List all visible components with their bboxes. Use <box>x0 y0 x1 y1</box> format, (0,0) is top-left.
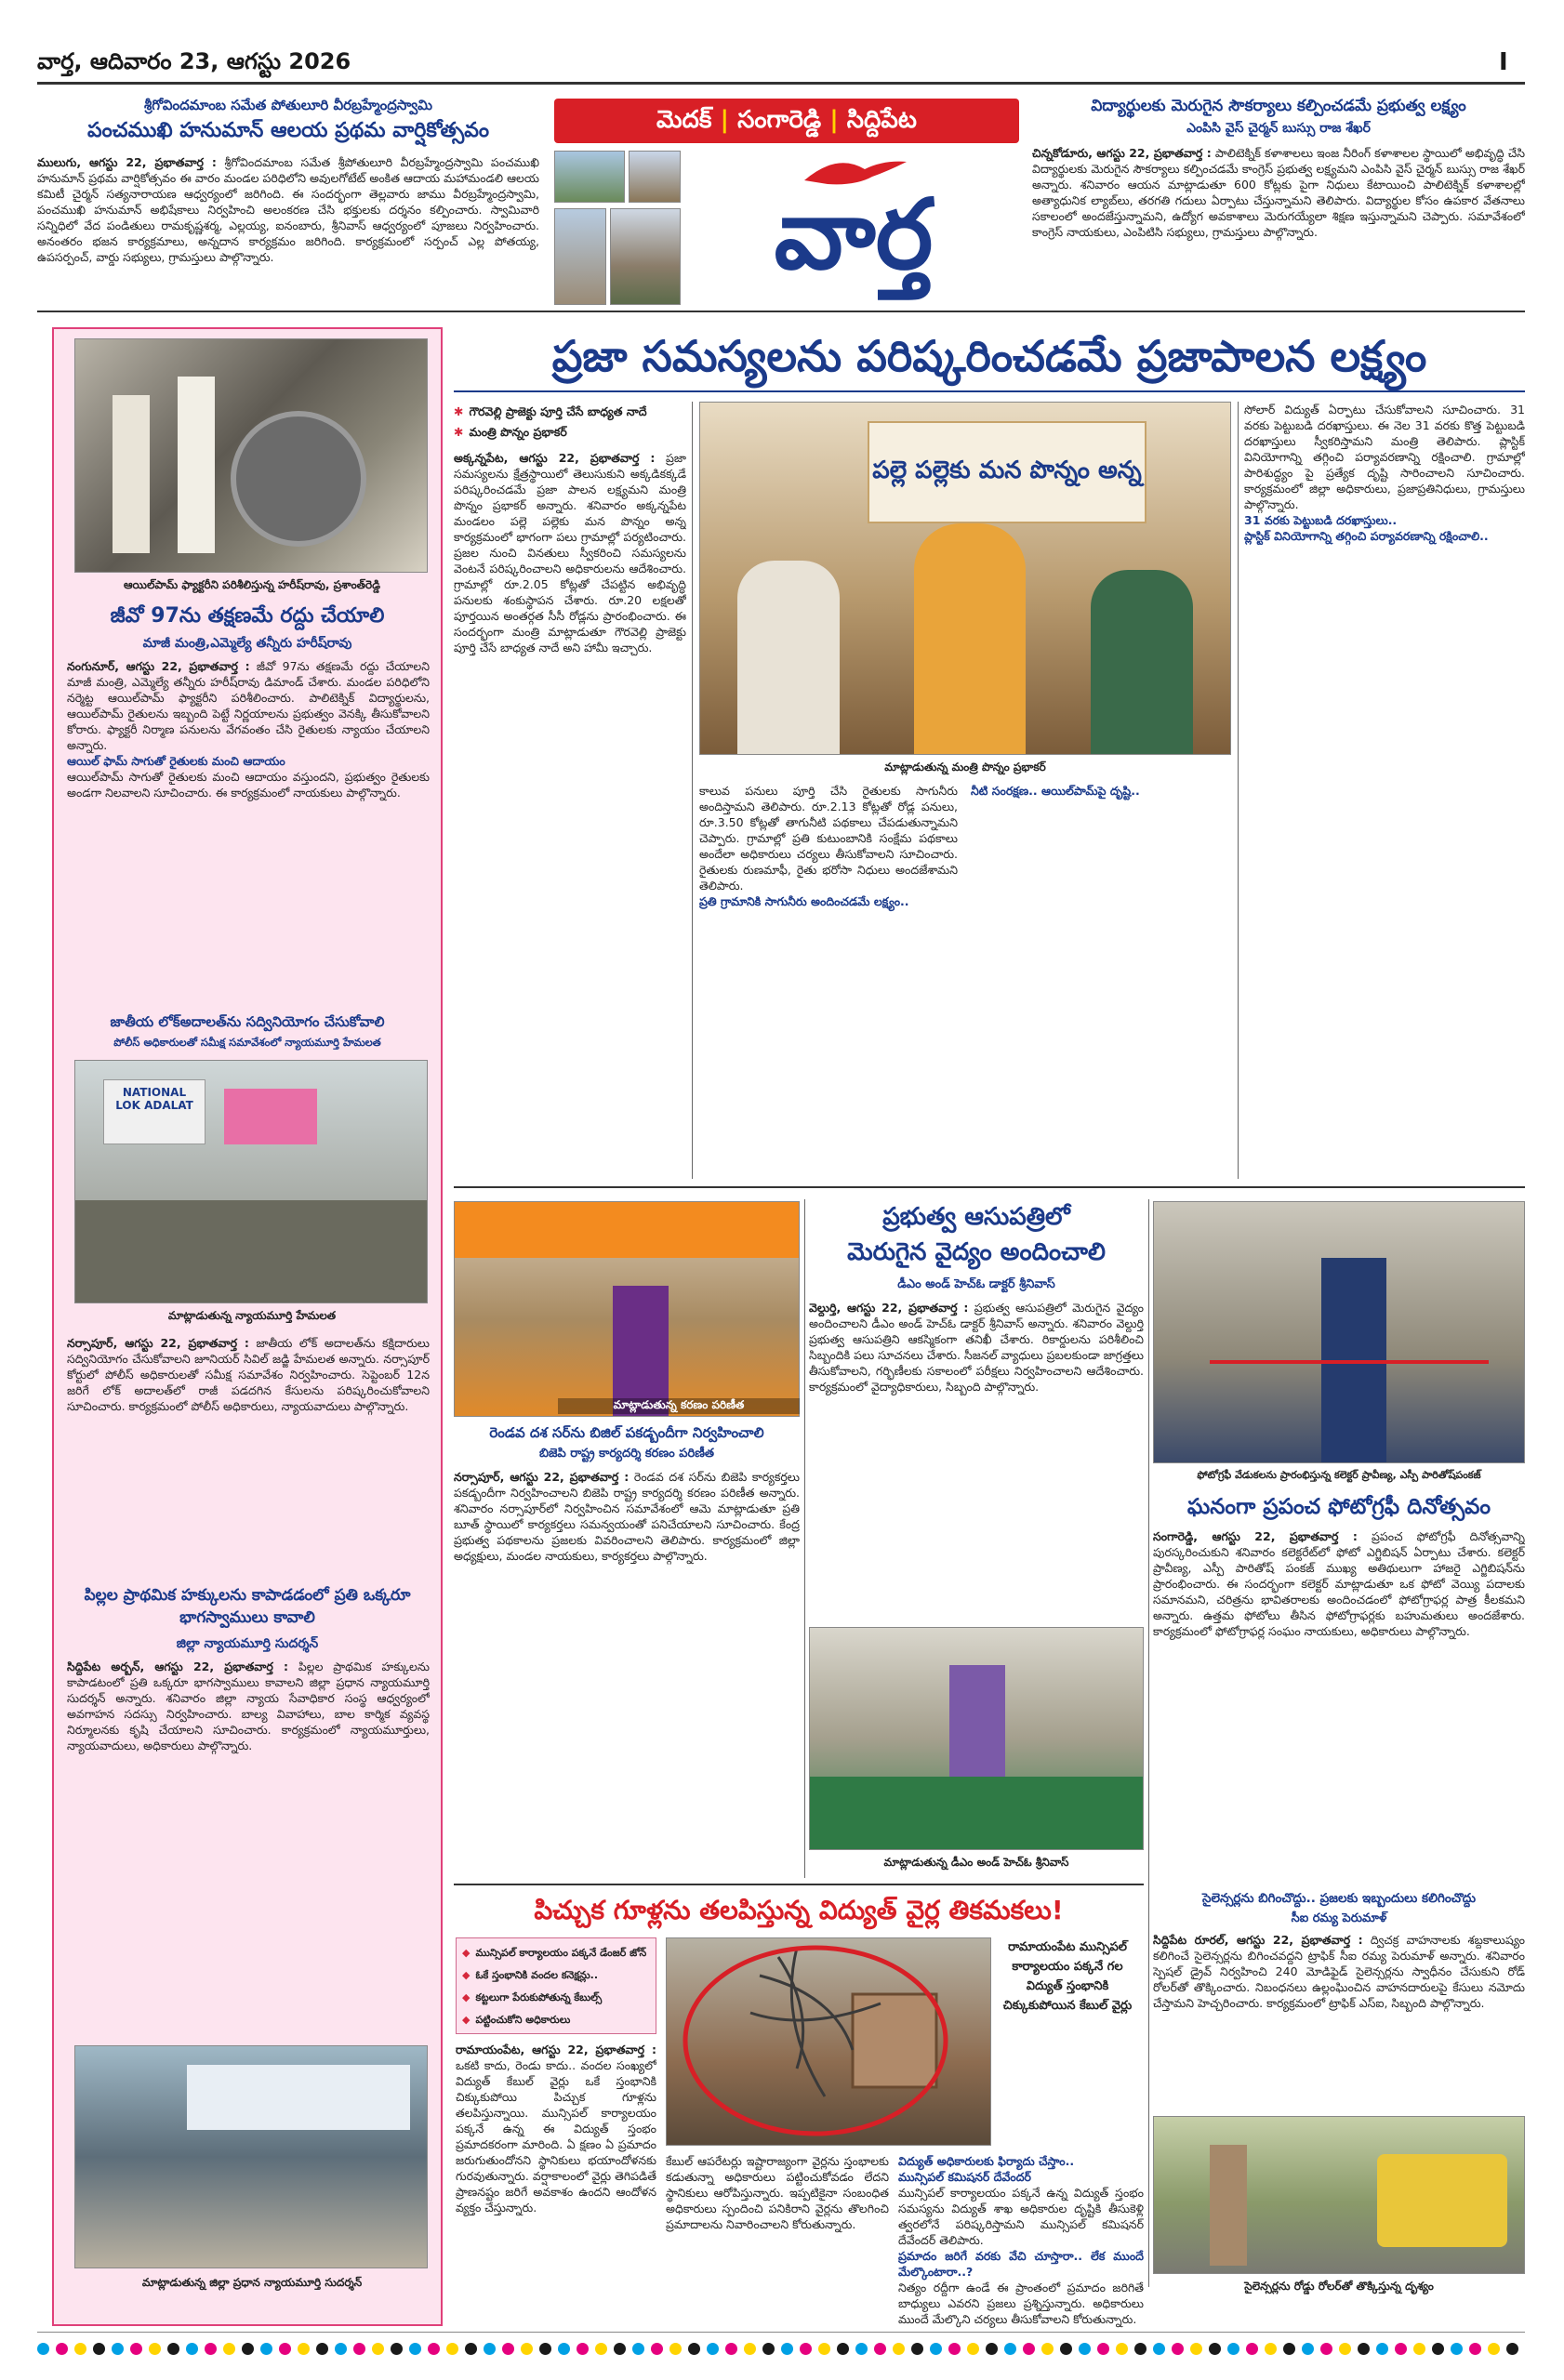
bjp-headline: రెండవ దశ సర్‌ను బిజిల్ పకడ్బందీగా నిర్వహించాలి <box>489 1424 764 1441</box>
lead-dateline: అక్కన్నపేట, ఆగస్టు 22, ప్రభాతవార్త : <box>454 451 656 465</box>
header-rule <box>37 82 1525 85</box>
hospital-photo <box>809 1627 1144 1850</box>
registration-dot <box>446 2343 458 2355</box>
lokadalat-banner: NATIONAL LOK ADALAT <box>103 1079 205 1144</box>
hanuman-headline: పంచముఖి హనుమాన్ ఆలయ ప్రథమ వార్షికోత్సవం <box>86 119 490 142</box>
registration-dot <box>1376 2343 1388 2355</box>
hospital-body <box>809 1300 1144 1620</box>
registration-dot <box>818 2343 830 2355</box>
top-section-rule <box>37 311 1525 312</box>
registration-dot <box>74 2343 86 2355</box>
registration-dot <box>1320 2343 1332 2355</box>
lokadalat-sub: పోలీస్ అధికారులతో సమీక్ష సమావేశంలో న్యాయమూర్తి హేమలత <box>113 1036 381 1049</box>
child-rights-headline: పిల్లల ప్రాథమిక హక్కులను కాపాడడంలో ప్రతి ఒక్కరూ భాగస్వాములు కావాలి <box>84 1586 411 1627</box>
registration-dot <box>93 2343 105 2355</box>
wires-bullet-1: ◆ మున్సిపల్ కార్యాలయం పక్కనే డేంజర్ జోన్ <box>462 1947 647 1959</box>
silencer-photo <box>1153 2116 1525 2274</box>
registration-dot <box>781 2343 793 2355</box>
registration-dot <box>967 2343 979 2355</box>
lead-subhead-2: ప్రతి గ్రామానికి సాగునీరు అందించడమే లక్ష్యం.. <box>699 894 909 908</box>
bjp-photo-caption: మాట్లాడుతున్న కరణం పరిణీత <box>558 1398 800 1414</box>
registration-dot <box>762 2343 775 2355</box>
district-sangareddy: సంగారెడ్డి <box>737 106 822 134</box>
hospital-dateline: వెల్దుర్తి, ఆగస్టు 22, ప్రభాతవార్త : <box>809 1301 969 1315</box>
registration-dot <box>837 2343 849 2355</box>
lead-photo-caption: మాట్లాడుతున్న మంత్రి పొన్నం ప్రభాకర్ <box>884 760 1046 774</box>
go97-text-2: ఆయిల్‌పామ్ సాగుతో రైతులకు మంచి ఆదాయం వస్తుందని, ప్రభుత్వం రైతులకు అండగా నిలవాలని సూచించారు. ఈ కార్యక్రమంలో నాయకులు పాల్గొన్నారు. <box>67 770 430 800</box>
lead-bullet-2: ✱ మంత్రి పొన్నం ప్రభాకర్ <box>454 425 567 439</box>
wires-body-col1 <box>456 2042 656 2265</box>
go97-body <box>67 658 430 1002</box>
lead-banner: పల్లె పల్లెకు మన పొన్నం అన్న <box>868 421 1146 523</box>
go97-dateline: నంగునూర్, ఆగస్టు 22, ప్రభాతవార్త : <box>67 659 250 673</box>
registration-dot <box>502 2343 514 2355</box>
registration-dot <box>1283 2343 1295 2355</box>
lead-body-col1 <box>454 450 686 1179</box>
registration-dot <box>186 2343 198 2355</box>
lead-bullet-1: ✱ గౌరవెల్లి ప్రాజెక్టు పూర్తి చేసే బాధ్యత నాదే <box>454 404 647 418</box>
registration-dot <box>1339 2343 1351 2355</box>
lokadalat-headline: జాతీయ లోక్‌అదాలత్‌ను సద్వినియోగం చేసుకోవాలి <box>110 1013 385 1030</box>
registration-dot <box>707 2343 719 2355</box>
registration-dot <box>149 2343 161 2355</box>
lokadalat-dateline: నర్సాపూర్, ఆగస్టు 22, ప్రభాతవార్త : <box>67 1336 249 1350</box>
lokadalat-text: జాతీయ లోక్ అదాలత్‌ను కక్షిదారులు సద్వినియోగం చేసుకోవాలని జూనియర్ సివిల్ జడ్జి హేమలత అన్నారు. నర్సాపూర్ కోర్టులో పోలీస్ అధికారులతో సమీక్ష సమావేశం నిర్వహించారు. సెప్టెంబర్ 12న జరిగే లోక్ అదాలత్‌లో రాజీ పడదగిన కేసులను పరిష్కరించుకోవాలని సూచించారు. కార్యక్రమంలో పోలీస్ అధికారులు, న్యాయవాదులు పాల్గొన్నారు. <box>67 1336 430 1413</box>
registration-dot <box>911 2343 923 2355</box>
registration-dot <box>167 2343 179 2355</box>
registration-dot <box>1469 2343 1481 2355</box>
registration-dot <box>112 2343 124 2355</box>
registration-dot <box>1041 2343 1054 2355</box>
registration-dot <box>744 2343 756 2355</box>
registration-dot <box>930 2343 942 2355</box>
lead-text-3: సోలార్ విద్యుత్ ఏర్పాటు చేసుకోవాలని సూచించారు. 31 వరకు పెట్టుబడి దరఖాస్తులు. ఈ నెల 31 వరకు కొత్త పెట్టుబడి దరఖాస్తులు స్వీకరిస్తామని మంత్రి తెలిపారు. ప్లాస్టిక్ వినియోగాన్ని తగ్గించి పర్యావరణాన్ని రక్షించాలి. గ్రామాల్లో పారిశుద్ధ్యం పై ప్రత్యేక దృష్టి సారించాలని సూచించారు. కార్యక్రమంలో జిల్లా అధికారులు, ప్రజాప్రతినిధులు, గ్రామస్తులు పాల్గొన్నారు. <box>1244 403 1525 511</box>
registration-dot <box>1172 2343 1184 2355</box>
wires-bullet-3: ◆ కట్టలుగా పేరుకుపోతున్న కేబుల్స్ <box>462 1991 603 2003</box>
page-number: I <box>1499 48 1508 76</box>
registration-dot <box>1153 2343 1165 2355</box>
registration-dot <box>428 2343 440 2355</box>
registration-dot <box>372 2343 384 2355</box>
registration-dot <box>205 2343 217 2355</box>
registration-dot <box>56 2343 68 2355</box>
registration-dot <box>1190 2343 1202 2355</box>
registration-dot <box>1395 2343 1407 2355</box>
go97-sub: మాజీ మంత్రి,ఎమ్మెల్యే తన్నీరు హరీష్‌రావు <box>142 636 352 651</box>
registration-dot <box>1488 2343 1500 2355</box>
registration-dot <box>595 2343 607 2355</box>
lead-body-col3 <box>1244 402 1525 1179</box>
wires-subhead-1: విద్యుత్ అధికారులకు ఫిర్యాదు చేస్తాం.. <box>898 2154 1075 2168</box>
registration-dot <box>1134 2343 1146 2355</box>
child-rights-photo-caption: మాట్లాడుతున్న జిల్లా ప్రధాన న్యాయమూర్తి సుదర్శన్ <box>141 2276 363 2289</box>
landmark-photo-3 <box>554 208 606 305</box>
bjp-text: రెండవ దశ సర్‌ను బిజెపి కార్యకర్తలు పకడ్బందీగా నిర్వహించాలని బిజెపి రాష్ట్ర కార్యదర్శి కరణం పరిణీత అన్నారు. శనివారం నర్సాపూర్‌లో నిర్వహించిన సమావేశంలో ఆమె మాట్లాడుతూ ప్రతి బూత్ స్థాయిలో కార్యకర్తలు సమన్వయంతో పనిచేయాలని సూచించారు. కేంద్ర ప్రభుత్వ పథకాలను ప్రజలకు వివరించాలని తెలిపారు. కార్యక్రమంలో జిల్లా అధ్యక్షులు, మండల నాయకులు, కార్యకర్తలు పాల్గొన్నారు. <box>454 1470 800 1563</box>
registration-dot <box>409 2343 421 2355</box>
registration-dot <box>1265 2343 1277 2355</box>
wires-photo <box>666 1937 991 2146</box>
oilpalm-factory-photo <box>74 338 428 573</box>
students-text: పాలిటెక్నిక్ కళాశాలలు ఇంజ నీరింగ్ కళాశాలల స్థాయిలో అభివృద్ధి చేసి విద్యార్థులకు మెరుగైన సౌకర్యాలు కల్పించడమే కాంగ్రెస్ ప్రభుత్వ లక్ష్యమని ఎంపిసి వైస్ చైర్మన్ బుస్సు రాజ శేఖర్ అన్నారు. శనివారం ఆయన మాట్లాడుతూ 600 కోట్లకు పైగా నిధులు కేటాయించి పాలిటెక్నిక్ కళాశాలల్లో అత్యాధునిక ల్యాబ్‌లు, తరగతి గదులు ఏర్పాటు చేస్తున్నామని తెలిపారు. విద్యార్థుల కోసం ఉపకార వేతనాలు సకాలంలో అందజేస్తున్నామని, ఉద్యోగ అవకాశాలు మెరుగయ్యేలా శిక్షణ ఇస్తున్నామని చెప్పారు. సమావేశంలో కాంగ్రెస్ నాయకులు, ఎంపిటిసి సభ్యులు, గ్రామస్తులు పాల్గొన్నారు. <box>1032 146 1525 239</box>
child-rights-sub: జిల్లా న్యాయమూర్తి సుదర్శన్ <box>176 1636 319 1651</box>
wires-body-col2 <box>666 2153 889 2339</box>
registration-dot <box>484 2343 496 2355</box>
go97-text: జీవో 97ను తక్షణమే రద్దు చేయాలని మాజీ మంత్రి, ఎమ్మెల్యే తన్నీరు హరీష్‌రావు డిమాండ్ చేశారు. మండల పరిధిలోని నర్మెట్ట ఆయిల్‌పామ్ ఫ్యాక్టరీని పరిశీలించారు. పాలిటెక్నిక్ విద్యార్థులను, ఆయిల్‌పామ్ రైతులను ఇబ్బంది పెట్టే నిర్ణయాలను ప్రభుత్వం వెనక్కి తీసుకోవాలని కోరారు. ఫ్యాక్టరీ నిర్మాణ పనులను వేగవంతం చేసి రైతులకు న్యాయం చేయాలని అన్నారు. <box>67 659 430 752</box>
silencer-body <box>1153 1932 1525 2109</box>
varta-logo <box>690 151 1017 305</box>
registration-dot <box>1116 2343 1128 2355</box>
registration-dot <box>353 2343 365 2355</box>
registration-dot <box>130 2343 142 2355</box>
photo-day-headline: ఘనంగా ప్రపంచ ఫోటోగ్రఫీ దినోత్సవం <box>1186 1495 1491 1519</box>
edition-districts: మెదక్ | సంగారెడ్డి | సిద్దిపేట <box>656 106 917 134</box>
lead-text-1: ప్రజా సమస్యలను క్షేత్రస్థాయిలో తెలుసుకుని అక్కడికక్కడే పరిష్కరించడమే ప్రజా పాలన లక్ష్యమని మంత్రి పొన్నం ప్రభాకర్ అన్నారు. శనివారం అక్కన్నపేట మండలం పల్లె పల్లెకు మన పొన్నం అన్న కార్యక్రమంలో భాగంగా పలు గ్రామాల్లో పర్యటించారు. ప్రజల నుంచి వినతులు స్వీకరించి సమస్యలను వెంటనే పరిష్కరించాలని అధికారులను ఆదేశించారు. గ్రామాల్లో రూ.2.05 కోట్లతో చేపట్టిన అభివృద్ధి పనులకు శంకుస్థాపన చేశారు. రూ.20 లక్షలతో పూర్తయిన అంతర్గత సీసీ రోడ్లను ప్రారంభించారు. ఈ సందర్భంగా మంత్రి మాట్లాడుతూ గౌరవెల్లి ప్రాజెక్టు పూర్తి చేసే బాధ్యత నాదే అని హామీ ఇచ్చారు. <box>454 451 686 654</box>
registration-dot <box>669 2343 682 2355</box>
registration-dot <box>298 2343 310 2355</box>
hanuman-body <box>37 154 539 296</box>
students-dateline: చిన్నకోడూరు, ఆగస్టు 22, ప్రభాతవార్త : <box>1032 146 1212 160</box>
hanuman-text: శ్రీగోవిందమాంబ సమేత శ్రీపోతులూరి వీరబ్రహ్మేంద్రస్వామి పంచముఖి హనుమాన్ ప్రథమ వార్షికోత్సవం ఈ వారం మండల పరిధిలోని అవులగోటేట్ అంకిత ఆదాయ మహామండలి ఆలయ కమిటీ చైర్మన్ సత్యనారాయణ ఆధ్వర్యంలో జరిగింది. ఈ సందర్భంగా తెల్లవారు జాము వీరబ్రహ్మేంద్రస్వామి, పంచముఖి హనుమాన్ అభిషేకాలు నిర్వహించి అలంకరణ చేసి భక్తులకు దర్శనం కల్పించారు. స్వామివారి సన్నిధిలో వేద పండితులు రామకృష్ణశర్మ, ఎల్లయ్య, ఐనంబారు, శ్రీనివాస్ ఆధ్వర్యంలో పూజలు నిర్వహించారు. అనంతరం భజన కార్యక్రమాలు, అన్నదాన కార్యక్రమం జరిగింది. కార్యక్రమంలో సర్పంచ్ ఎల్ల పోతయ్య, ఉపసర్పంచ్, వార్డు సభ్యులు, గ్రామస్తులు పాల్గొన్నారు. <box>37 155 539 264</box>
wires-body-col3 <box>898 2153 1144 2339</box>
bjp-dateline: నర్సాపూర్, ఆగస్టు 22, ప్రభాతవార్త : <box>454 1470 630 1484</box>
registration-marks <box>37 2343 1525 2358</box>
photo-day-photo-caption: ఫోటోగ్రఫీ వేడుకలను ప్రారంభిస్తున్న కలెక్టర్ ప్రావీణ్య, ఎస్పీ పారితోష్‌పంకజ్ <box>1197 1469 1481 1481</box>
registration-dot <box>651 2343 663 2355</box>
wires-text-4: నిత్యం రద్దీగా ఉండే ఈ ప్రాంతంలో ప్రమాదం జరిగితే బాధ్యులు ఎవరని ప్రజలు ప్రశ్నిస్తున్నారు. అధికారులు ముందే మేల్కొని చర్యలు తీసుకోవాలని కోరుతున్నారు. <box>898 2281 1144 2326</box>
go97-headline: జీవో 97ను తక్షణమే రద్దు చేయాలి <box>110 604 385 628</box>
lead-body-col2b <box>971 783 1231 1179</box>
wires-side-text: రామాయంపేట మున్సిపల్ కార్యాలయం పక్కనే గల విద్యుత్ స్తంభానికి చిక్కుకుపోయిన కేబుల్ వైర్లు <box>1002 1940 1133 2013</box>
landmark-photo-4 <box>610 208 681 305</box>
bjp-body <box>454 1469 800 1884</box>
hanuman-kicker: శ్రీగోవిందమాంబ సమేత పోతులూరి వీరబ్రహ్మేంద్రస్వామి <box>144 97 432 113</box>
registration-dot <box>1413 2343 1425 2355</box>
registration-dot <box>316 2343 328 2355</box>
wires-headline: పిచ్చుక గూళ్లను తలపిస్తున్న విద్యుత్ వైర్ల తికమకలు! <box>534 1895 1064 1925</box>
registration-dot <box>1023 2343 1035 2355</box>
wires-subhead-1-sub: మున్సిపల్ కమిషనర్ దేవేందర్ <box>898 2170 1031 2184</box>
district-medak: మెదక్ <box>656 106 712 134</box>
hospital-text: ప్రభుత్వ ఆసుపత్రిలో మెరుగైన వైద్యం అందించాలని డీఎం అండ్ హెచ్‌ఓ డాక్టర్ శ్రీనివాస్ అన్నారు. శనివారం వెల్దుర్తి ప్రభుత్వ ఆసుపత్రిని ఆకస్మికంగా తనిఖీ చేశారు. రికార్డులను పరిశీలించి సిబ్బందికి పలు సూచనలు చేశారు. సీజనల్ వ్యాధులు ప్రబలకుండా జాగ్రత్తలు తీసుకోవాలని, గర్భిణీలకు సకాలంలో పరీక్షలు నిర్వహించాలని ఆదేశించారు. కార్యక్రమంలో వైద్యాధికారులు, సిబ్బంది పాల్గొన్నారు. <box>809 1301 1144 1394</box>
masthead-line: వార్త, ఆదివారం 23, ఆగస్టు 2026 <box>37 48 351 74</box>
lead-body-col2 <box>699 783 958 1179</box>
registration-dot <box>279 2343 291 2355</box>
lokadalat-photo <box>74 1060 428 1303</box>
lead-bullets <box>454 402 696 443</box>
district-siddipet: సిద్దిపేట <box>846 106 917 134</box>
wires-subhead-2: ప్రమాదం జరిగే వరకు వేచి చూస్తారా.. లేక ముందే మేల్కొంటారా..? <box>898 2249 1144 2279</box>
edition-banner <box>554 93 1019 307</box>
lead-subhead-3: 31 వరకు పెట్టుబడి దరఖాస్తులు.. <box>1244 513 1398 527</box>
wires-bullets-box <box>456 1937 656 2034</box>
students-sub: ఎంపిసి వైస్ చైర్మన్ బుస్సు రాజ శేఖర్ <box>1186 121 1371 136</box>
col-rule-3 <box>804 1199 805 1878</box>
registration-dot <box>1209 2343 1221 2355</box>
lead-photo <box>699 402 1231 755</box>
registration-dot <box>986 2343 998 2355</box>
registration-dot <box>1432 2343 1444 2355</box>
registration-dot <box>558 2343 570 2355</box>
child-rights-dateline: సిద్దిపేట అర్బన్, ఆగస్టు 22, ప్రభాతవార్త : <box>67 1659 288 1673</box>
bjp-sub: బిజెపి రాష్ట్ర కార్యదర్శి కరణం పరిణీత <box>538 1447 715 1461</box>
registration-dot <box>1227 2343 1239 2355</box>
registration-dot <box>1004 2343 1016 2355</box>
registration-dot <box>1506 2343 1518 2355</box>
landmark-photo-2 <box>629 151 681 203</box>
registration-dot <box>614 2343 626 2355</box>
registration-dot <box>874 2343 886 2355</box>
edition-district-bar <box>554 99 1019 143</box>
lower-section-rule <box>454 1884 1144 1885</box>
registration-dot <box>632 2343 644 2355</box>
students-headline: విద్యార్థులకు మెరుగైన సౌకర్యాలు కల్పించడమే ప్రభుత్వ లక్ష్యం <box>1091 97 1466 115</box>
lead-headline: ప్రజా సమస్యలను పరిష్కరించడమే ప్రజాపాలన లక్ష్యం <box>551 331 1427 381</box>
registration-dot <box>688 2343 700 2355</box>
silencer-sub: సీఐ రమ్య పెరుమాళ్ <box>1291 1911 1387 1925</box>
registration-dot <box>893 2343 905 2355</box>
silencer-headline: సైలెన్సర్లను బిగించొద్దు.. ప్రజలకు ఇబ్బందులు కలిగించొద్దు <box>1202 1891 1476 1906</box>
hospital-headline-1: ప్రభుత్వ ఆసుపత్రిలో <box>882 1203 1070 1231</box>
hospital-sub: డీఎం అండ్ హెచ్‌ఓ డాక్టర్ శ్రీనివాస్ <box>897 1277 1055 1291</box>
hanuman-dateline: ములుగు, ఆగస్టు 22, ప్రభాతవార్త : <box>37 155 217 169</box>
registration-dot <box>260 2343 272 2355</box>
photo-day-body <box>1153 1528 1525 1874</box>
registration-dot <box>577 2343 589 2355</box>
registration-dot <box>1302 2343 1314 2355</box>
registration-dot <box>1060 2343 1072 2355</box>
wires-bullet-4: ◆ పట్టించుకోని అధికారులు <box>462 2014 571 2026</box>
mid-section-rule <box>454 1186 1525 1188</box>
hospital-photo-caption: మాట్లాడుతున్న డీఎం అండ్ హెచ్‌ఓ శ్రీనివాస్ <box>883 1856 1069 1869</box>
child-rights-photo <box>74 2045 428 2268</box>
bjp-photo <box>454 1201 800 1417</box>
go97-subhead: ఆయిల్ ఫామ్ సాగుతో రైతులకు మంచి ఆదాయం <box>67 754 285 768</box>
lead-subhead-4: ప్లాస్టిక్ వినియోగాన్ని తగ్గించి పర్యావరణాన్ని రక్షించాలి.. <box>1244 529 1489 543</box>
silencer-photo-caption: సైలెన్సర్లను రోడ్డు రోలర్‌తో తొక్కిస్తున్న దృశ్యం <box>1244 2280 1434 2293</box>
wires-text-1: ఒకటి కాదు, రెండు కాదు.. వందల సంఖ్యలో విద్యుత్ కేబుల్ వైర్లు ఒకే స్తంభానికి చిక్కుకుపోయి పిచ్చుక గూళ్లను తలపిస్తున్నాయి. మున్సిపల్ కార్యాలయం పక్కనే ఉన్న ఈ విద్యుత్ స్తంభం ప్రమాదకరంగా మారింది. ఏ క్షణం ఏ ప్రమాదం జరుగుతుందోనని స్థానికులు భయాందోళనకు గురవుతున్నారు. వర్షాకాలంలో వైర్లు తెగిపడితే ప్రాణనష్టం జరిగే అవకాశం ఉందని ఆందోళన వ్యక్తం చేస్తున్నారు. <box>456 2058 656 2215</box>
hospital-headline-2: మెరుగైన వైద్యం అందించాలి <box>847 1238 1106 1266</box>
photo-day-dateline: సంగారెడ్డి, ఆగస్టు 22, ప్రభాతవార్త : <box>1153 1529 1358 1543</box>
wires-bullet-2: ◆ ఓకే స్తంభానికి వందల కనెక్షన్లు.. <box>462 1969 599 1981</box>
lokadalat-body <box>67 1335 430 1577</box>
lead-rule <box>454 390 1525 392</box>
registration-dot <box>1451 2343 1463 2355</box>
footer-rule <box>37 2332 1525 2333</box>
registration-dot <box>223 2343 235 2355</box>
registration-dot <box>335 2343 347 2355</box>
silencer-dateline: సిద్దిపేట రూరల్, ఆగస్టు 22, ప్రభాతవార్త : <box>1153 1933 1363 1947</box>
registration-dot <box>725 2343 737 2355</box>
students-body <box>1032 145 1525 298</box>
silencer-text: ద్విచక్ర వాహనాలకు శబ్దకాలుష్యం కలిగించే సైలెన్సర్లను బిగించవద్దని ట్రాఫిక్ సీఐ రమ్య పెరుమాళ్ అన్నారు. శనివారం స్పెషల్ డ్రైవ్ నిర్వహించి 240 మోడిఫైడ్ సైలెన్సర్లను స్వాధీనం చేసుకుని రోడ్ రోలర్‌తో తొక్కించారు. నిబంధనలు ఉల్లంఘించిన వాహనదారులపై కేసులు నమోదు చేస్తామని హెచ్చరించారు. కార్యక్రమంలో ట్రాఫిక్ ఎస్ఐ, సిబ్బంది పాల్గొన్నారు. <box>1153 1933 1525 2010</box>
varta-logo-text: వార్త <box>774 177 934 291</box>
registration-dot <box>1246 2343 1258 2355</box>
registration-dot <box>855 2343 868 2355</box>
wires-text-2: కేబుల్ ఆపరేటర్లు ఇష్టారాజ్యంగా వైర్లను స్తంభాలకు కడుతున్నా అధికారులు పట్టించుకోవడం లేదని స్థానికులు ఆరోపిస్తున్నారు. ఇప్పటికైనా సంబంధిత అధికారులు స్పందించి పనికిరాని వైర్లను తొలగించి ప్రమాదాలను నివారించాలని కోరుతున్నారు. <box>666 2154 889 2231</box>
lead-subhead-1: నీటి సంరక్షణ.. ఆయిల్‌పామ్‌పై దృష్టి.. <box>971 784 1140 798</box>
lokadalat-photo-caption: మాట్లాడుతున్న న్యాయమూర్తి హేమలత <box>167 1309 337 1322</box>
oilpalm-photo-caption: ఆయిల్‌పామ్ ఫ్యాక్టరీని పరిశీలిస్తున్న హరీష్‌రావు, ప్రశాంత్‌రెడ్డి <box>123 578 381 591</box>
col-rule-4 <box>1148 1199 1149 2287</box>
registration-dot <box>1097 2343 1109 2355</box>
registration-dot <box>800 2343 812 2355</box>
lead-text-2: కాలువ పనులు పూర్తి చేసి రైతులకు సాగునీరు అందిస్తామని తెలిపారు. రూ.2.13 కోట్లతో రోడ్ల పనులు, రూ.3.50 కోట్లతో తాగునీటి పథకాలు చేపడుతున్నామని చెప్పారు. గ్రామాల్లో ప్రతి కుటుంబానికి సంక్షేమ పథకాలు అందేలా అధికారులు చర్యలు తీసుకోవాలని సూచించారు. రైతులకు రుణమాఫీ, రైతు భరోసా నిధులు అందజేశామని తెలిపారు. <box>699 784 958 892</box>
registration-dot <box>948 2343 961 2355</box>
photo-day-photo <box>1153 1201 1525 1463</box>
wires-dateline: రామాయంపేట, ఆగస్టు 22, ప్రభాతవార్త : <box>456 2043 656 2056</box>
wires-text-3: మున్సిపల్ కార్యాలయం పక్కనే ఉన్న విద్యుత్ స్తంభం సమస్యను విద్యుత్ శాఖ అధికారుల దృష్టికి తీసుకెళ్లి త్వరలోనే పరిష్కరిస్తామని మున్సిపల్ కమిషనర్ దేవేందర్ తెలిపారు. <box>898 2186 1144 2247</box>
registration-dot <box>242 2343 254 2355</box>
child-rights-text: పిల్లల ప్రాథమిక హక్కులను కాపాడటంలో ప్రతి ఒక్కరూ భాగస్వాములు కావాలని జిల్లా ప్రధాన న్యాయమూర్తి సుదర్శన్ అన్నారు. శనివారం జిల్లా న్యాయ సేవాధికార సంస్థ ఆధ్వర్యంలో అవగాహన సదస్సు నిర్వహించారు. బాల్య వివాహాలు, బాల కార్మిక వ్యవస్థ నిర్మూలనకు కృషి చేయాలని సూచించారు. కార్యక్రమంలో న్యాయమూర్తులు, న్యాయవాదులు, అధికారులు పాల్గొన్నారు. <box>67 1659 430 1752</box>
col-rule-1 <box>692 402 693 1179</box>
photo-day-text: ప్రపంచ ఫోటోగ్రఫీ దినోత్సవాన్ని పురస్కరించుకుని శనివారం కలెక్టరేట్‌లో ఫోటో ఎగ్జిబిషన్ ఏర్పాటు చేశారు. కలెక్టర్ ప్రావీణ్య, ఎస్పీ పారితోష్ పంకజ్ ముఖ్య అతిథులుగా హాజరై ఎగ్జిబిషన్‌ను ప్రారంభించారు. ఈ సందర్భంగా కలెక్టర్ మాట్లాడుతూ ఒక ఫోటో వెయ్యి పదాలకు సమానమని, చరిత్రను భావితరాలకు అందించడంలో ఫోటోగ్రాఫర్ల పాత్ర కీలకమని అన్నారు. ఉత్తమ ఫోటోలు తీసిన ఫోటోగ్రాఫర్లకు బహుమతులు అందజేశారు. కార్యక్రమంలో ఫోటోగ్రాఫర్ల సంఘం నాయకులు, అధికారులు పాల్గొన్నారు. <box>1153 1529 1525 1638</box>
child-rights-body <box>67 1659 430 2030</box>
registration-dot <box>391 2343 403 2355</box>
registration-dot <box>539 2343 551 2355</box>
registration-dot <box>465 2343 477 2355</box>
registration-dot <box>521 2343 533 2355</box>
landmark-photo-1 <box>554 151 625 203</box>
registration-dot <box>1079 2343 1091 2355</box>
registration-dot <box>37 2343 49 2355</box>
registration-dot <box>1358 2343 1370 2355</box>
col-rule-2 <box>1238 402 1239 1179</box>
